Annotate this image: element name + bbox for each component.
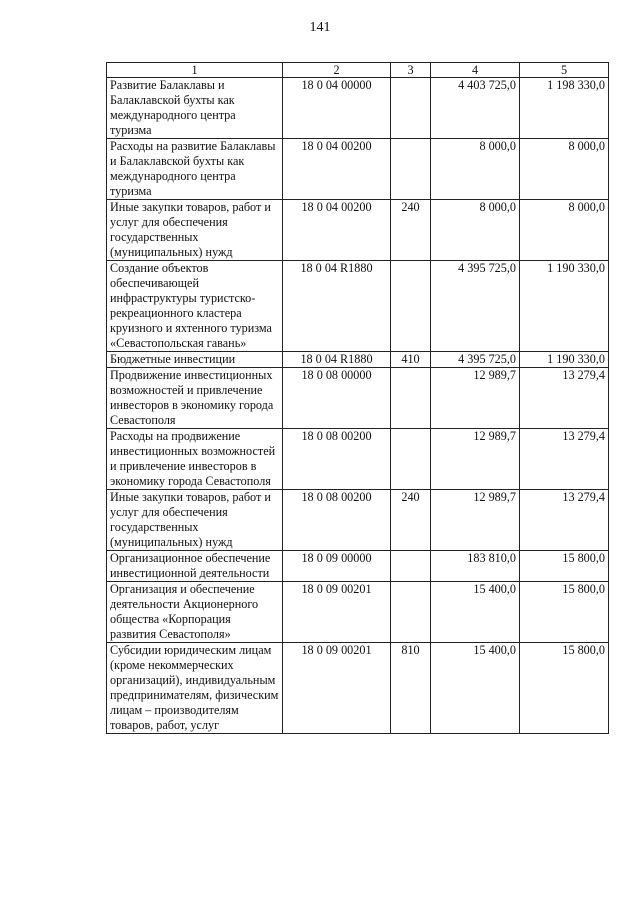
row-code: 18 0 08 00000 <box>283 368 391 429</box>
row-amount-2: 8 000,0 <box>520 139 609 200</box>
table-row <box>107 643 609 734</box>
row-amount-2: 1 190 330,0 <box>520 352 609 368</box>
row-code: 18 0 04 00000 <box>283 78 391 139</box>
row-code: 18 0 04 R1880 <box>283 261 391 352</box>
row-amount-1: 4 403 725,0 <box>431 78 520 139</box>
row-name: Организационное обеспечение инвестиционной деятельности <box>107 551 283 582</box>
header-type-column: 3 <box>391 63 431 78</box>
row-amount-1: 4 395 725,0 <box>431 352 520 368</box>
row-type <box>391 582 431 643</box>
row-type <box>391 139 431 200</box>
row-amount-2: 13 279,4 <box>520 429 609 490</box>
row-name: Бюджетные инвестиции <box>107 352 283 368</box>
row-name: Создание объектов обеспечивающей инфраструктуры туристско-рекреационного кластера круизного и яхтенного туризма «Севастопольская гавань» <box>107 261 283 352</box>
table-row <box>107 78 609 139</box>
table-row <box>107 139 609 200</box>
table-row <box>107 200 609 261</box>
row-amount-1: 8 000,0 <box>431 200 520 261</box>
header-amount-2-column: 5 <box>520 63 609 78</box>
row-type <box>391 78 431 139</box>
row-amount-2: 1 190 330,0 <box>520 261 609 352</box>
table-row <box>107 429 609 490</box>
row-name: Продвижение инвестиционных возможностей и привлечение инвесторов в экономику города Севастополя <box>107 368 283 429</box>
row-name: Иные закупки товаров, работ и услуг для обеспечения государственных (муниципальных) нужд <box>107 200 283 261</box>
row-amount-1: 8 000,0 <box>431 139 520 200</box>
row-type: 410 <box>391 352 431 368</box>
row-type: 240 <box>391 490 431 551</box>
row-amount-2: 15 800,0 <box>520 643 609 734</box>
table-body <box>107 78 609 734</box>
row-type <box>391 261 431 352</box>
page-number: 141 <box>309 20 331 35</box>
table-row <box>107 352 609 368</box>
row-type <box>391 429 431 490</box>
row-code: 18 0 08 00200 <box>283 490 391 551</box>
row-amount-1: 12 989,7 <box>431 368 520 429</box>
row-amount-1: 15 400,0 <box>431 643 520 734</box>
row-code: 18 0 09 00201 <box>283 582 391 643</box>
table-row <box>107 368 609 429</box>
table-header <box>107 63 609 78</box>
row-name: Расходы на развитие Балаклавы и Балаклавской бухты как международного центра туризма <box>107 139 283 200</box>
row-code: 18 0 04 R1880 <box>283 352 391 368</box>
header-name-column: 1 <box>107 63 283 78</box>
header-amount-1-column: 4 <box>431 63 520 78</box>
row-amount-1: 183 810,0 <box>431 551 520 582</box>
table-row <box>107 582 609 643</box>
row-amount-2: 15 800,0 <box>520 582 609 643</box>
table-row <box>107 261 609 352</box>
row-amount-2: 8 000,0 <box>520 200 609 261</box>
row-code: 18 0 08 00200 <box>283 429 391 490</box>
table-row <box>107 551 609 582</box>
row-type <box>391 551 431 582</box>
row-code: 18 0 04 00200 <box>283 200 391 261</box>
row-type: 240 <box>391 200 431 261</box>
row-name: Субсидии юридическим лицам (кроме некоммерческих организаций), индивидуальным предпринимателям, физическим лицам – производителям товаров, работ, услуг <box>107 643 283 734</box>
budget-table <box>106 62 609 734</box>
row-code: 18 0 04 00200 <box>283 139 391 200</box>
row-amount-1: 15 400,0 <box>431 582 520 643</box>
row-code: 18 0 09 00000 <box>283 551 391 582</box>
header-row <box>107 63 609 78</box>
row-amount-1: 12 989,7 <box>431 490 520 551</box>
row-name: Развитие Балаклавы и Балаклавской бухты как международного центра туризма <box>107 78 283 139</box>
row-name: Иные закупки товаров, работ и услуг для обеспечения государственных (муниципальных) нужд <box>107 490 283 551</box>
row-amount-2: 1 198 330,0 <box>520 78 609 139</box>
row-name: Организация и обеспечение деятельности Акционерного общества «Корпорация развития Севастополя» <box>107 582 283 643</box>
row-name: Расходы на продвижение инвестиционных возможностей и привлечение инвесторов в экономику города Севастополя <box>107 429 283 490</box>
row-amount-2: 13 279,4 <box>520 368 609 429</box>
table-row <box>107 490 609 551</box>
header-code-column: 2 <box>283 63 391 78</box>
row-amount-1: 12 989,7 <box>431 429 520 490</box>
row-type: 810 <box>391 643 431 734</box>
row-code: 18 0 09 00201 <box>283 643 391 734</box>
row-amount-1: 4 395 725,0 <box>431 261 520 352</box>
row-amount-2: 15 800,0 <box>520 551 609 582</box>
row-amount-2: 13 279,4 <box>520 490 609 551</box>
row-type <box>391 368 431 429</box>
